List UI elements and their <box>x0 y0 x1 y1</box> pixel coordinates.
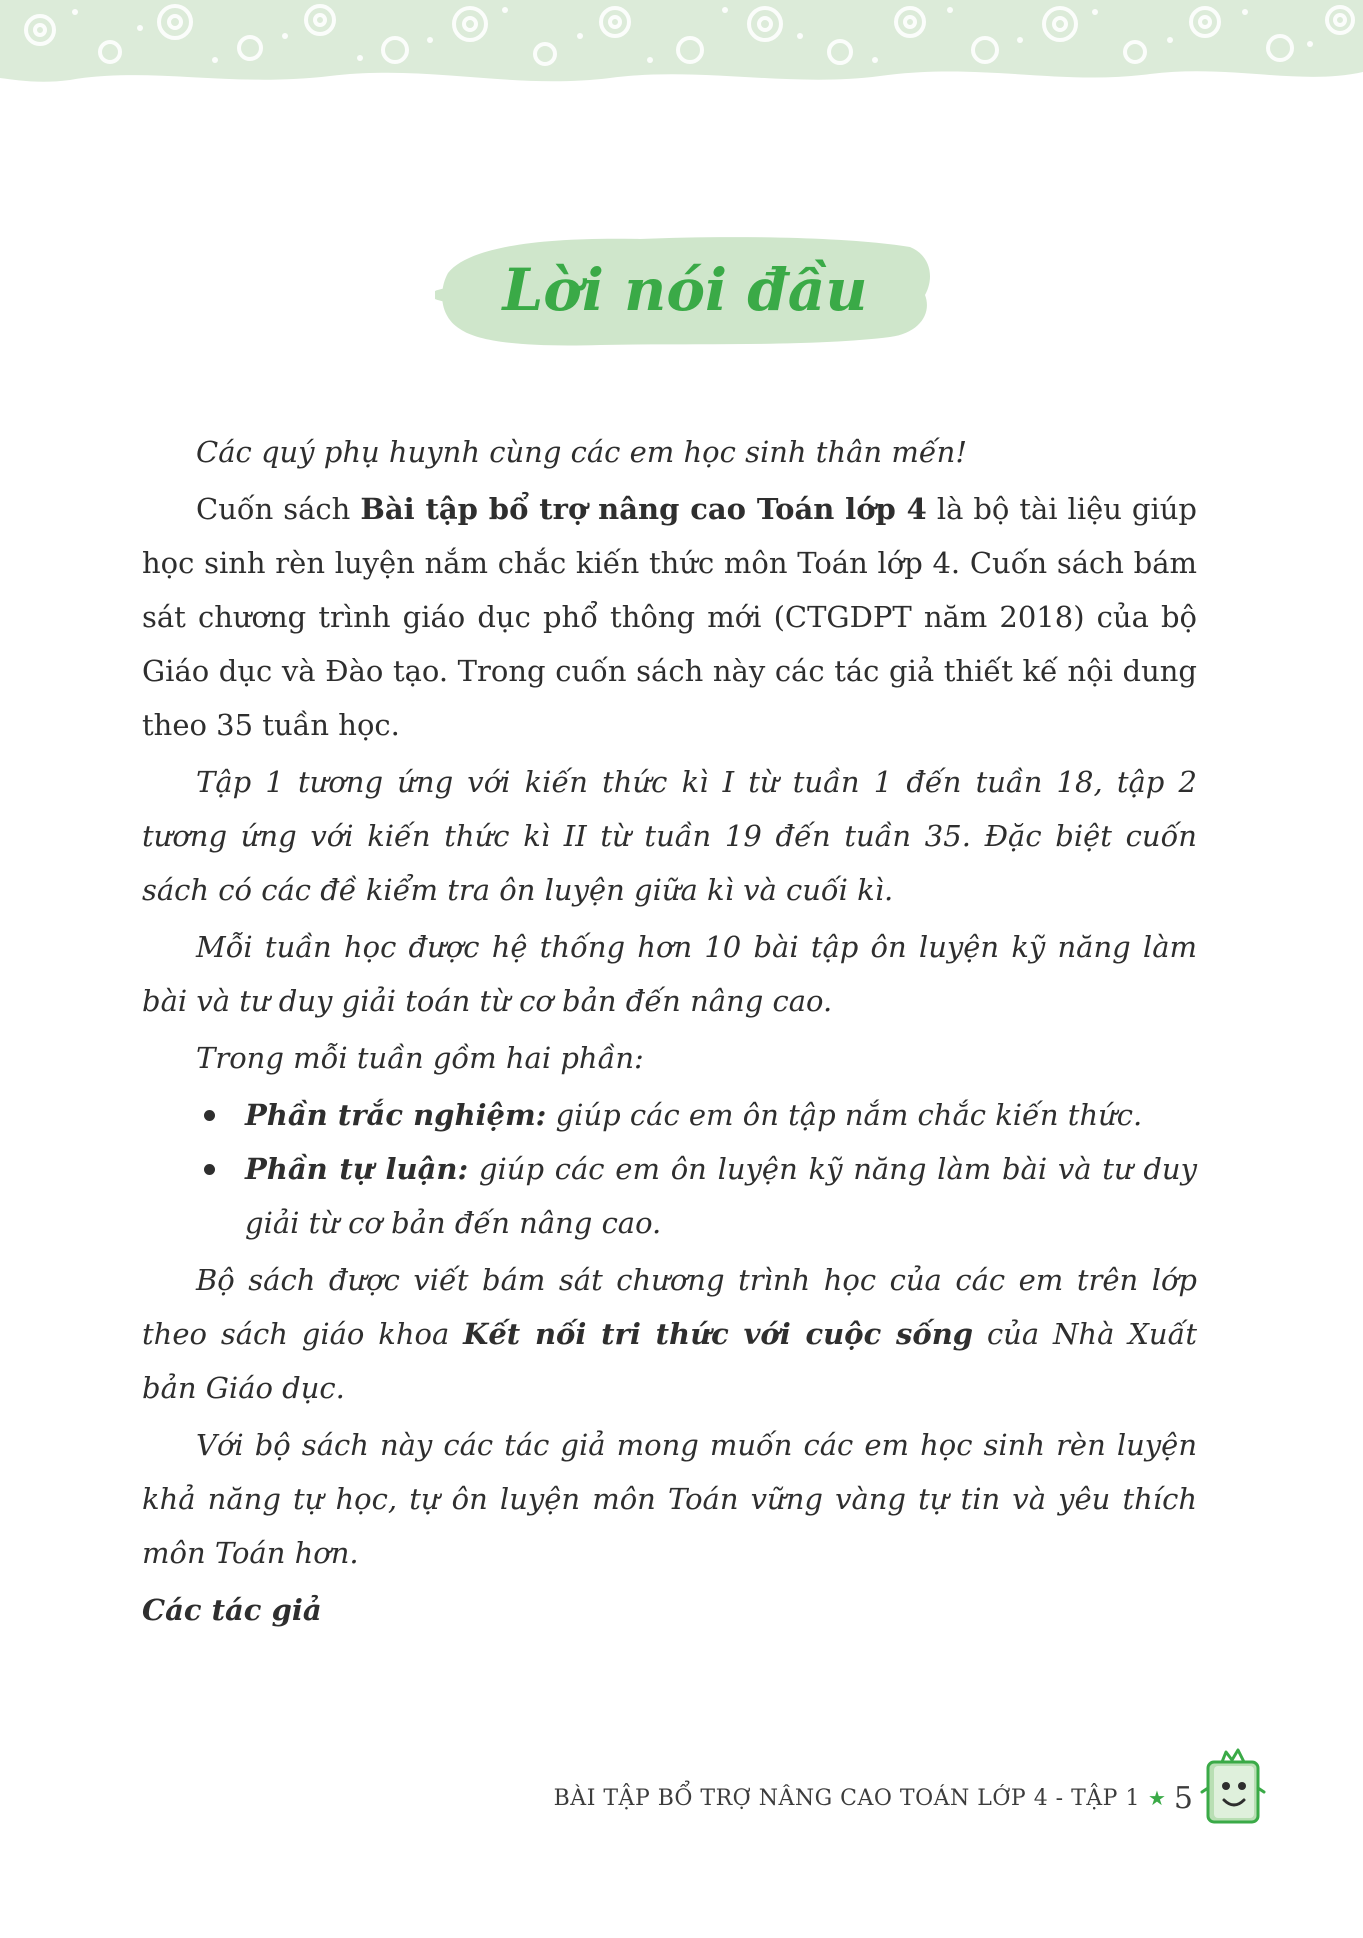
paragraph-book-intro <box>142 482 1197 752</box>
star-icon: ★ <box>1147 1786 1166 1810</box>
para5-after: của Nhà Xuất bản Giáo dục. <box>142 1317 1197 1405</box>
title-block <box>430 225 940 355</box>
curriculum-bold: Kết nối tri thức với cuộc sống <box>463 1317 974 1351</box>
list-item <box>142 1088 1197 1142</box>
paragraph-curriculum <box>142 1253 1197 1415</box>
bullet-text: giúp các em ôn tập nắm chắc kiến thức. <box>546 1098 1143 1132</box>
para5-before: Bộ sách được viết bám sát chương trình học của các em trên lớp theo sách giáo khoa <box>142 1263 1197 1351</box>
list-item <box>142 1142 1197 1250</box>
bullet-icon <box>204 1164 215 1175</box>
circle-pattern-icon <box>0 0 1363 110</box>
greeting-paragraph: Các quý phụ huynh cùng các em học sinh thân mến! <box>196 435 967 469</box>
paragraph-weekly: Mỗi tuần học được hệ thống hơn 10 bài tập ôn luyện kỹ năng làm bài và tư duy giải toán từ cơ bản đến nâng cao. <box>142 930 1197 1018</box>
top-decorative-banner <box>0 0 1363 110</box>
bullet-text: giúp các em ôn luyện kỹ năng làm bài và tư duy giải từ cơ bản đến nâng cao. <box>245 1152 1197 1240</box>
bullet-icon <box>204 1110 215 1121</box>
paragraph-two-parts: Trong mỗi tuần gồm hai phần: <box>196 1041 644 1075</box>
bullet-head: Phần trắc nghiệm: <box>245 1098 547 1132</box>
page-title: Lời nói đầu <box>502 256 868 324</box>
parts-list <box>142 1088 1197 1250</box>
para1-after: là bộ tài liệu giúp học sinh rèn luyện nắm chắc kiến thức môn Toán lớp 4. Cuốn sách bám sát chương trình giáo dục phổ thông mới (CTGDPT năm 2018) của bộ Giáo dục và Đào tạo. Trong cuốn sách này các tác giả thiết kế nội dung theo 35 tuần học. <box>142 492 1197 742</box>
para1-before: Cuốn sách <box>196 492 361 526</box>
paragraph-volumes: Tập 1 tương ứng với kiến thức kì I từ tuần 1 đến tuần 18, tập 2 tương ứng với kiến thức kì II từ tuần 19 đến tuần 35. Đặc biệt cuốn sách có các đề kiểm tra ôn luyện giữa kì và cuối kì. <box>142 765 1197 907</box>
page-number: 5 <box>1173 1780 1193 1816</box>
footer-book-title: BÀI TẬP BỔ TRỢ NÂNG CAO TOÁN LỚP 4 - TẬP 1 <box>553 1785 1140 1811</box>
book-mascot-icon <box>1198 1748 1268 1828</box>
page-footer <box>554 1778 1193 1818</box>
paragraph-wish: Với bộ sách này các tác giả mong muốn các em học sinh rèn luyện khả năng tự học, tự ôn luyện môn Toán vững vàng tự tin và yêu thích môn Toán hơn. <box>142 1428 1197 1570</box>
bullet-head: Phần tự luận: <box>245 1152 469 1186</box>
preface-content <box>142 425 1197 1640</box>
book-title-bold: Bài tập bổ trợ nâng cao Toán lớp 4 <box>360 492 927 526</box>
signature: Các tác giả <box>142 1593 322 1627</box>
